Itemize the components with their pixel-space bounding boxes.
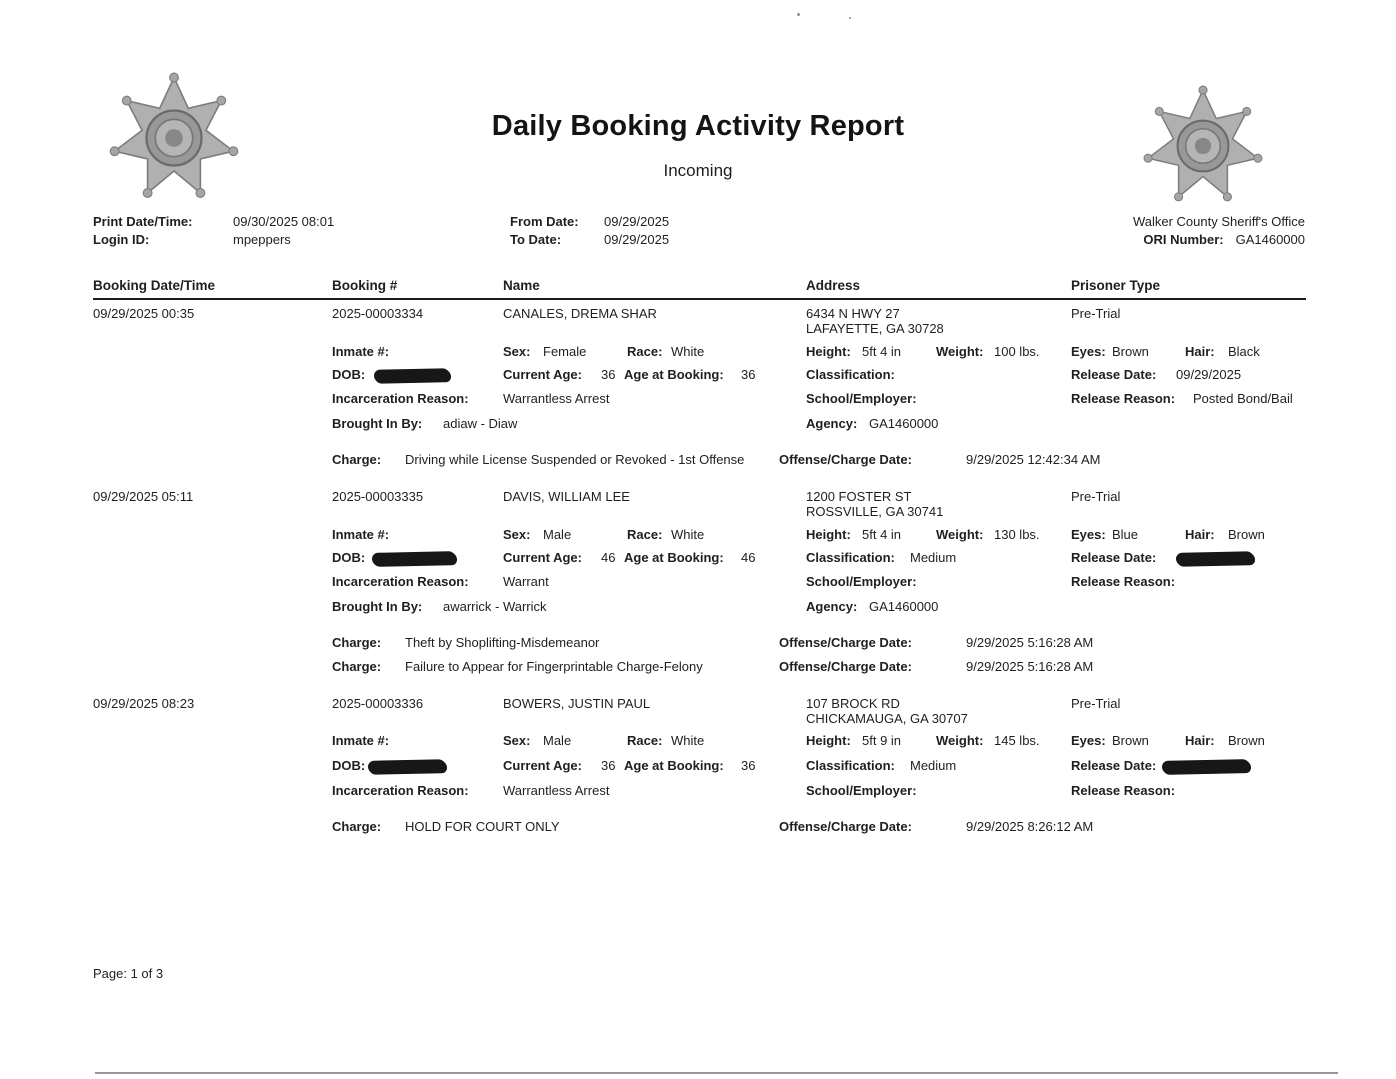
dob-redaction <box>368 759 446 774</box>
brought-in-by-label: Brought In By: <box>332 416 423 431</box>
weight-label: Weight: <box>936 527 984 542</box>
col-booking-datetime: Booking Date/Time <box>93 278 216 293</box>
hair-label: Hair: <box>1185 527 1215 542</box>
record-physical-row <box>0 733 1396 758</box>
charge-label: Charge: <box>332 635 382 650</box>
sex-value: Male <box>543 733 572 748</box>
release-reason-label: Release Reason: <box>1071 783 1176 798</box>
records-list <box>0 306 1396 842</box>
booking-datetime-value: 09/29/2025 00:35 <box>93 306 195 321</box>
offense-date-label: Offense/Charge Date: <box>779 819 912 834</box>
sex-label: Sex: <box>503 344 531 359</box>
prisoner-type-value: Pre-Trial <box>1071 306 1121 321</box>
eyes-value: Brown <box>1112 733 1149 748</box>
height-value: 5ft 4 in <box>862 527 902 542</box>
col-prisoner-type: Prisoner Type <box>1071 278 1161 293</box>
hair-value: Black <box>1228 344 1260 359</box>
classification-value: Medium <box>910 758 957 773</box>
incarceration-reason-label: Incarceration Reason: <box>332 783 469 798</box>
sex-label: Sex: <box>503 733 531 748</box>
charge-label: Charge: <box>332 452 382 467</box>
hair-label: Hair: <box>1185 733 1215 748</box>
incarceration-reason-value: Warrantless Arrest <box>503 391 610 406</box>
print-date-label: Print Date/Time: <box>93 214 193 229</box>
school-employer-label: School/Employer: <box>806 574 917 589</box>
record-incarceration-row <box>0 574 1396 599</box>
eyes-label: Eyes: <box>1071 527 1106 542</box>
race-label: Race: <box>627 733 663 748</box>
col-booking-number: Booking # <box>332 278 398 293</box>
address-line-1: 107 BROCK RD <box>806 696 900 711</box>
agency-label: Agency: <box>806 416 858 431</box>
eyes-value: Blue <box>1112 527 1139 542</box>
table-header-rule <box>93 298 1306 300</box>
weight-label: Weight: <box>936 733 984 748</box>
weight-label: Weight: <box>936 344 984 359</box>
agency-value: GA1460000 <box>869 599 939 614</box>
race-value: White <box>671 344 705 359</box>
age-at-booking-label: Age at Booking: <box>624 758 724 773</box>
classification-value: Medium <box>910 550 957 565</box>
sheriff-badge-right-icon <box>1142 85 1264 207</box>
report-subtitle: Incoming <box>663 161 733 180</box>
eyes-label: Eyes: <box>1071 733 1106 748</box>
charge-value: HOLD FOR COURT ONLY <box>405 819 560 834</box>
hair-value: Brown <box>1228 733 1265 748</box>
prisoner-type-value: Pre-Trial <box>1071 696 1121 711</box>
height-label: Height: <box>806 733 851 748</box>
release-date-label: Release Date: <box>1071 367 1157 382</box>
record-dob-row <box>0 367 1396 391</box>
inmate-number-label: Inmate #: <box>332 527 390 542</box>
classification-label: Classification: <box>806 758 895 773</box>
dob-redaction <box>372 551 456 566</box>
inmate-name-value: DAVIS, WILLIAM LEE <box>503 489 630 504</box>
record-dob-row <box>0 550 1396 574</box>
address-line-1: 1200 FOSTER ST <box>806 489 912 504</box>
hair-label: Hair: <box>1185 344 1215 359</box>
height-value: 5ft 9 in <box>862 733 902 748</box>
sex-value: Male <box>543 527 572 542</box>
agency-value: GA1460000 <box>869 416 939 431</box>
offense-date-label: Offense/Charge Date: <box>779 635 912 650</box>
brought-in-by-value: awarrick - Warrick <box>443 599 547 614</box>
record-physical-row <box>0 527 1396 550</box>
record-dob-row <box>0 758 1396 783</box>
prisoner-type-value: Pre-Trial <box>1071 489 1121 504</box>
record-charge-row <box>0 452 1396 475</box>
booking-datetime-value: 09/29/2025 05:11 <box>93 489 194 504</box>
record-incarceration-row <box>0 391 1396 416</box>
current-age-value: 46 <box>601 550 616 565</box>
offense-date-label: Offense/Charge Date: <box>779 452 912 467</box>
weight-value: 145 lbs. <box>994 733 1040 748</box>
incarceration-reason-label: Incarceration Reason: <box>332 574 469 589</box>
current-age-value: 36 <box>601 758 616 773</box>
scan-speck <box>797 13 800 16</box>
height-label: Height: <box>806 344 851 359</box>
record-charge-row <box>0 659 1396 683</box>
eyes-value: Brown <box>1112 344 1149 359</box>
record-charge-row <box>0 819 1396 842</box>
sex-label: Sex: <box>503 527 531 542</box>
booking-record <box>0 696 1396 842</box>
record-charge-row <box>0 635 1396 659</box>
office-name: Walker County Sheriff's Office <box>1132 214 1305 229</box>
booking-number-value: 2025-00003336 <box>332 696 424 711</box>
incarceration-reason-value: Warrant <box>503 574 549 589</box>
booking-record <box>0 306 1396 475</box>
booking-number-value: 2025-00003334 <box>332 306 424 321</box>
charge-value: Failure to Appear for Fingerprintable Charge-Felony <box>405 659 703 674</box>
address-line-2: LAFAYETTE, GA 30728 <box>806 321 944 336</box>
booking-number-value: 2025-00003335 <box>332 489 424 504</box>
scan-artifact-line <box>95 1072 1338 1074</box>
release-reason-value: Posted Bond/Bail <box>1193 391 1293 406</box>
age-at-booking-value: 46 <box>741 550 756 565</box>
race-label: Race: <box>627 344 663 359</box>
brought-in-by-value: adiaw - Diaw <box>443 416 518 431</box>
login-id-label: Login ID: <box>93 232 150 247</box>
release-date-value: 09/29/2025 <box>1176 367 1242 382</box>
ori-label: ORI Number: <box>1143 232 1224 247</box>
login-id-value: mpeppers <box>233 232 291 247</box>
inmate-name-value: BOWERS, JUSTIN PAUL <box>503 696 651 711</box>
current-age-label: Current Age: <box>503 550 582 565</box>
ori-line <box>1143 232 1305 248</box>
release-date-redaction <box>1162 759 1250 774</box>
charge-value: Driving while License Suspended or Revoked - 1st Offense <box>405 452 745 467</box>
age-at-booking-value: 36 <box>741 367 756 382</box>
offense-date-value: 9/29/2025 5:16:28 AM <box>966 659 1094 674</box>
current-age-label: Current Age: <box>503 367 582 382</box>
offense-date-value: 9/29/2025 8:26:12 AM <box>966 819 1094 834</box>
charge-label: Charge: <box>332 659 382 674</box>
release-reason-label: Release Reason: <box>1071 574 1176 589</box>
booking-record <box>0 489 1396 683</box>
record-brought-row <box>0 416 1396 441</box>
dob-label: DOB: <box>332 550 366 565</box>
age-at-booking-label: Age at Booking: <box>624 550 724 565</box>
race-label: Race: <box>627 527 663 542</box>
weight-value: 130 lbs. <box>994 527 1040 542</box>
release-date-label: Release Date: <box>1071 550 1157 565</box>
from-date-value: 09/29/2025 <box>604 214 670 229</box>
to-date-label: To Date: <box>510 232 562 247</box>
record-main-row <box>0 489 1396 527</box>
offense-date-value: 9/29/2025 5:16:28 AM <box>966 635 1094 650</box>
release-date-label: Release Date: <box>1071 758 1157 773</box>
ori-value: GA1460000 <box>1235 232 1305 247</box>
record-brought-row <box>0 599 1396 624</box>
height-value: 5ft 4 in <box>862 344 902 359</box>
page-number: Page: 1 of 3 <box>93 966 164 981</box>
weight-value: 100 lbs. <box>994 344 1040 359</box>
col-address: Address <box>806 278 861 293</box>
incarceration-reason-value: Warrantless Arrest <box>503 783 610 798</box>
address-line-1: 6434 N HWY 27 <box>806 306 900 321</box>
race-value: White <box>671 527 705 542</box>
dob-label: DOB: <box>332 367 366 382</box>
school-employer-label: School/Employer: <box>806 391 917 406</box>
to-date-value: 09/29/2025 <box>604 232 670 247</box>
dob-label: DOB: <box>332 758 366 773</box>
from-date-label: From Date: <box>510 214 579 229</box>
dob-redaction <box>374 368 450 383</box>
booking-datetime-value: 09/29/2025 08:23 <box>93 696 195 711</box>
inmate-number-label: Inmate #: <box>332 344 390 359</box>
offense-date-label: Offense/Charge Date: <box>779 659 912 674</box>
inmate-number-label: Inmate #: <box>332 733 390 748</box>
school-employer-label: School/Employer: <box>806 783 917 798</box>
col-name: Name <box>503 278 540 293</box>
brought-in-by-label: Brought In By: <box>332 599 423 614</box>
incarceration-reason-label: Incarceration Reason: <box>332 391 469 406</box>
scan-speck <box>849 17 851 19</box>
record-incarceration-row <box>0 783 1396 808</box>
eyes-label: Eyes: <box>1071 344 1106 359</box>
print-date-value: 09/30/2025 08:01 <box>233 214 335 229</box>
address-line-2: CHICKAMAUGA, GA 30707 <box>806 711 968 726</box>
current-age-label: Current Age: <box>503 758 582 773</box>
report-title: Daily Booking Activity Report <box>491 110 905 142</box>
hair-value: Brown <box>1228 527 1265 542</box>
current-age-value: 36 <box>601 367 616 382</box>
charge-label: Charge: <box>332 819 382 834</box>
record-main-row <box>0 696 1396 733</box>
charge-value: Theft by Shoplifting-Misdemeanor <box>405 635 600 650</box>
classification-label: Classification: <box>806 367 895 382</box>
inmate-name-value: CANALES, DREMA SHAR <box>503 306 657 321</box>
agency-label: Agency: <box>806 599 858 614</box>
release-date-redaction <box>1176 551 1254 566</box>
address-line-2: ROSSVILLE, GA 30741 <box>806 504 944 519</box>
height-label: Height: <box>806 527 851 542</box>
offense-date-value: 9/29/2025 12:42:34 AM <box>966 452 1101 467</box>
race-value: White <box>671 733 705 748</box>
age-at-booking-value: 36 <box>741 758 756 773</box>
age-at-booking-label: Age at Booking: <box>624 367 724 382</box>
release-reason-label: Release Reason: <box>1071 391 1176 406</box>
classification-label: Classification: <box>806 550 895 565</box>
record-physical-row <box>0 344 1396 367</box>
record-main-row <box>0 306 1396 344</box>
sex-value: Female <box>543 344 587 359</box>
